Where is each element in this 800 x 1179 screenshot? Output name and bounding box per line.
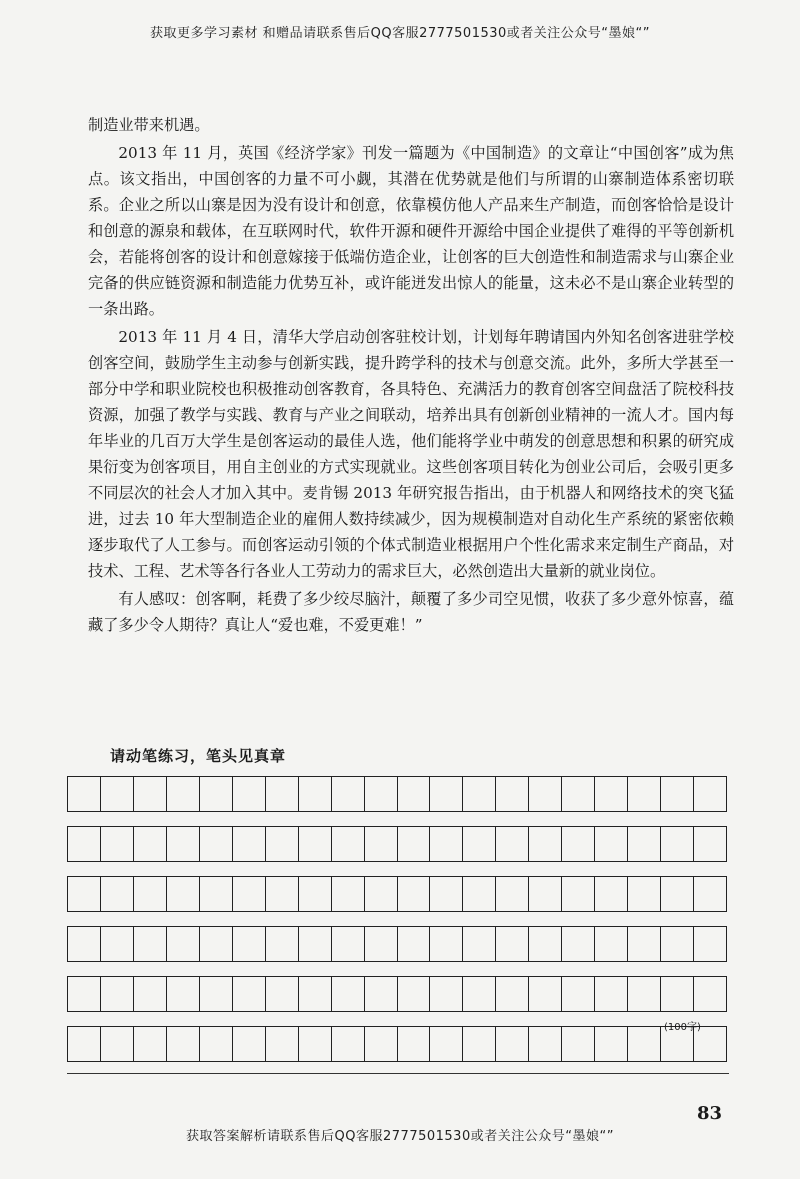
grid-cell[interactable] xyxy=(200,777,233,811)
grid-cell[interactable] xyxy=(68,927,101,961)
grid-cell[interactable] xyxy=(134,827,167,861)
grid-row xyxy=(67,1026,727,1062)
grid-cell[interactable] xyxy=(529,1027,562,1061)
grid-cell[interactable] xyxy=(200,927,233,961)
grid-cell[interactable] xyxy=(101,927,134,961)
grid-cell[interactable] xyxy=(233,927,266,961)
grid-cell[interactable] xyxy=(233,1027,266,1061)
grid-cell[interactable] xyxy=(68,977,101,1011)
grid-cell[interactable] xyxy=(529,777,562,811)
grid-cell[interactable] xyxy=(167,977,200,1011)
grid-cell[interactable] xyxy=(68,777,101,811)
grid-cell[interactable] xyxy=(595,1027,628,1061)
grid-cell[interactable] xyxy=(628,877,661,911)
grid-cell[interactable] xyxy=(167,777,200,811)
grid-cell[interactable] xyxy=(496,777,529,811)
grid-cell[interactable] xyxy=(661,827,694,861)
grid-cell[interactable] xyxy=(365,927,398,961)
grid-cell[interactable] xyxy=(299,777,332,811)
grid-cell[interactable] xyxy=(694,927,726,961)
grid-cell[interactable] xyxy=(167,877,200,911)
exercise-title: 请动笔练习，笔头见真章 xyxy=(110,747,287,765)
grid-cell[interactable] xyxy=(463,927,496,961)
grid-cell[interactable] xyxy=(628,827,661,861)
grid-cell[interactable] xyxy=(332,927,365,961)
grid-cell[interactable] xyxy=(562,977,595,1011)
grid-cell[interactable] xyxy=(562,877,595,911)
grid-cell[interactable] xyxy=(595,827,628,861)
grid-cell[interactable] xyxy=(299,977,332,1011)
grid-cell[interactable] xyxy=(430,877,463,911)
grid-cell[interactable] xyxy=(200,877,233,911)
grid-cell[interactable] xyxy=(496,927,529,961)
grid-cell[interactable] xyxy=(101,977,134,1011)
word-count-label: (100字) xyxy=(664,1022,701,1033)
grid-cell[interactable] xyxy=(398,827,431,861)
grid-cell[interactable] xyxy=(134,777,167,811)
grid-cell[interactable] xyxy=(463,827,496,861)
grid-cell[interactable] xyxy=(68,1027,101,1061)
grid-cell[interactable] xyxy=(68,827,101,861)
paragraph: 2013 年 11 月 4 日，清华大学启动创客驻校计划，计划每年聘请国内外知名创客进驻学校创客空间，鼓励学生主动参与创新实践，提升跨学科的技术与创意交流。此外，多所大学甚至一部分中学和职业院校也积极推动创客教育，各具特色、充满活力的教育创客空间盘活了院校科技资源，加强了教学与实践、教育与产业之间联动，培养出具有创新创业精神的一流人才。国内每年毕业的几百万大学生是创客运动的最佳人选，他们能将学业中萌发的创意思想和积累的研究成果衍变为创客项目，用自主创业的方式实现就业。这些创客项目转化为创业公司后，会吸引更多不同层次的社会人才加入其中。麦肯锡 2013 年研究报告指出，由于机器人和网络技术的突飞猛进，过去 10 年大型制造企业的雇佣人数持续减少，因为规模制造对自动化生产系统的紧密依赖逐步取代了人工参与。而创客运动引领的个体式制造业根据用户个性化需求来定制生产商品，对技术、工程、艺术等各行各业人工劳动力的需求巨大，必然创造出大量新的就业岗位。 xyxy=(88,328,734,580)
grid-cell[interactable] xyxy=(628,927,661,961)
page-number: 83 xyxy=(697,1103,723,1124)
grid-cell[interactable] xyxy=(200,977,233,1011)
grid-cell[interactable] xyxy=(365,777,398,811)
grid-cell[interactable] xyxy=(595,777,628,811)
grid-cell[interactable] xyxy=(398,927,431,961)
grid-cell[interactable] xyxy=(529,827,562,861)
grid-cell[interactable] xyxy=(365,1027,398,1061)
grid-cell[interactable] xyxy=(595,977,628,1011)
grid-cell[interactable] xyxy=(529,927,562,961)
grid-cell[interactable] xyxy=(233,877,266,911)
grid-cell[interactable] xyxy=(266,977,299,1011)
grid-row xyxy=(67,926,727,962)
grid-cell[interactable] xyxy=(365,827,398,861)
grid-cell[interactable] xyxy=(266,1027,299,1061)
grid-cell[interactable] xyxy=(332,977,365,1011)
grid-cell[interactable] xyxy=(101,777,134,811)
grid-cell[interactable] xyxy=(200,1027,233,1061)
grid-cell[interactable] xyxy=(661,977,694,1011)
grid-cell[interactable] xyxy=(463,777,496,811)
paragraph: 制造业带来机遇。 xyxy=(88,116,210,134)
grid-cell[interactable] xyxy=(496,827,529,861)
grid-cell[interactable] xyxy=(332,827,365,861)
grid-cell[interactable] xyxy=(529,877,562,911)
grid-cell[interactable] xyxy=(167,827,200,861)
grid-cell[interactable] xyxy=(299,827,332,861)
grid-cell[interactable] xyxy=(496,977,529,1011)
grid-cell[interactable] xyxy=(101,1027,134,1061)
grid-cell[interactable] xyxy=(365,977,398,1011)
grid-cell[interactable] xyxy=(463,977,496,1011)
grid-cell[interactable] xyxy=(694,977,726,1011)
grid-cell[interactable] xyxy=(266,927,299,961)
grid-cell[interactable] xyxy=(266,877,299,911)
grid-cell[interactable] xyxy=(562,827,595,861)
grid-cell[interactable] xyxy=(299,927,332,961)
header-note: 获取更多学习素材 和赠品请联系售后QQ客服2777501530或者关注公众号“墨娘“” xyxy=(149,26,650,41)
grid-cell[interactable] xyxy=(332,1027,365,1061)
grid-cell[interactable] xyxy=(430,777,463,811)
grid-cell[interactable] xyxy=(167,927,200,961)
grid-cell[interactable] xyxy=(496,877,529,911)
grid-cell[interactable] xyxy=(430,927,463,961)
grid-cell[interactable] xyxy=(134,927,167,961)
grid-cell[interactable] xyxy=(694,877,726,911)
grid-cell[interactable] xyxy=(134,977,167,1011)
grid-cell[interactable] xyxy=(233,977,266,1011)
grid-row xyxy=(67,976,727,1012)
grid-cell[interactable] xyxy=(430,1027,463,1061)
grid-cell[interactable] xyxy=(398,977,431,1011)
grid-cell[interactable] xyxy=(562,927,595,961)
grid-cell[interactable] xyxy=(562,777,595,811)
grid-cell[interactable] xyxy=(463,877,496,911)
grid-cell[interactable] xyxy=(628,1027,661,1061)
grid-cell[interactable] xyxy=(529,977,562,1011)
bottom-rule xyxy=(67,1073,729,1074)
grid-cell[interactable] xyxy=(430,827,463,861)
grid-cell[interactable] xyxy=(595,877,628,911)
grid-cell[interactable] xyxy=(332,877,365,911)
grid-cell[interactable] xyxy=(299,1027,332,1061)
grid-cell[interactable] xyxy=(595,927,628,961)
grid-cell[interactable] xyxy=(398,1027,431,1061)
grid-cell[interactable] xyxy=(430,977,463,1011)
grid-cell[interactable] xyxy=(661,927,694,961)
grid-cell[interactable] xyxy=(266,827,299,861)
grid-cell[interactable] xyxy=(694,827,726,861)
grid-cell[interactable] xyxy=(134,1027,167,1061)
grid-row xyxy=(67,826,727,862)
grid-cell[interactable] xyxy=(365,877,398,911)
paragraph: 2013 年 11 月，英国《经济学家》刊发一篇题为《中国制造》的文章让“中国创客”成为焦点。该文指出，中国创客的力量不可小觑，其潜在优势就是他们与所谓的山寨制造体系密切联系。企业之所以山寨是因为没有设计和创意，依靠模仿他人产品来生产制造，而创客恰恰是设计和创意的源泉和载体，在互联网时代，软件开源和硬件开源给中国企业提供了难得的平等创新机会，若能将创客的设计和创意嫁接于低端仿造企业，让创客的巨大创造性和制造需求与山寨企业完备的供应链资源和制造能力优势互补，或许能迸发出惊人的能量，这未必不是山寨企业转型的一条出路。 xyxy=(88,144,734,318)
grid-cell[interactable] xyxy=(167,1027,200,1061)
grid-cell[interactable] xyxy=(101,877,134,911)
grid-cell[interactable] xyxy=(233,777,266,811)
grid-cell[interactable] xyxy=(562,1027,595,1061)
grid-row xyxy=(67,776,727,812)
grid-cell[interactable] xyxy=(661,777,694,811)
grid-cell[interactable] xyxy=(496,1027,529,1061)
writing-grid xyxy=(67,776,727,1062)
footer-note: 获取答案解析请联系售后QQ客服2777501530或者关注公众号“墨娘“” xyxy=(186,1129,614,1144)
grid-cell[interactable] xyxy=(299,877,332,911)
grid-cell[interactable] xyxy=(101,827,134,861)
paragraph: 有人感叹：创客啊，耗费了多少绞尽脑汁，颠覆了多少司空见惯，收获了多少意外惊喜，蕴藏了多少令人期待？真让人“爱也难，不爱更难！” xyxy=(88,590,734,634)
grid-row xyxy=(67,876,727,912)
grid-cell[interactable] xyxy=(463,1027,496,1061)
grid-cell[interactable] xyxy=(68,877,101,911)
grid-cell[interactable] xyxy=(694,777,726,811)
grid-cell[interactable] xyxy=(233,827,266,861)
body-text xyxy=(88,112,734,638)
grid-cell[interactable] xyxy=(200,827,233,861)
grid-cell[interactable] xyxy=(398,777,431,811)
grid-cell[interactable] xyxy=(628,977,661,1011)
grid-cell[interactable] xyxy=(266,777,299,811)
grid-cell[interactable] xyxy=(398,877,431,911)
grid-cell[interactable] xyxy=(134,877,167,911)
grid-cell[interactable] xyxy=(332,777,365,811)
grid-cell[interactable] xyxy=(628,777,661,811)
grid-cell[interactable] xyxy=(661,877,694,911)
